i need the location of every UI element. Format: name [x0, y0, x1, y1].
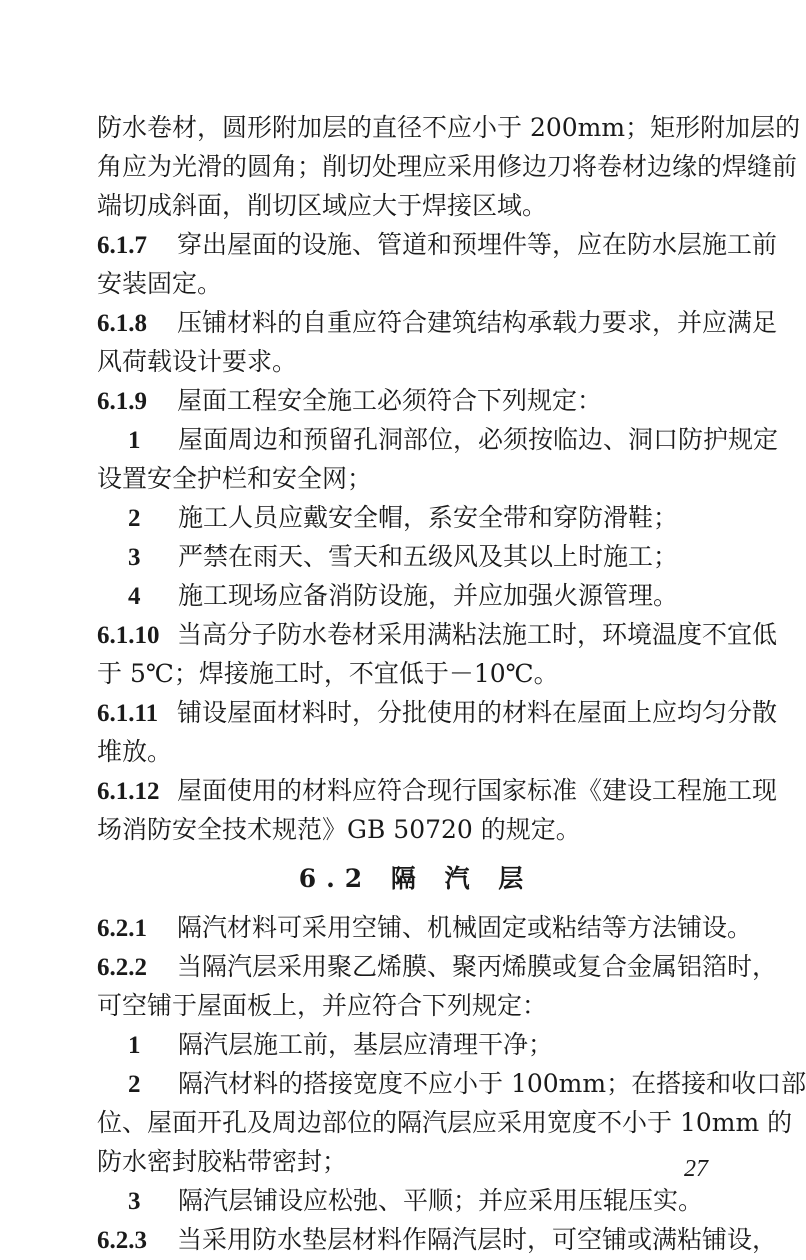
text-line	[97, 654, 735, 693]
item-line	[97, 498, 735, 537]
item-number: 2	[128, 1071, 141, 1098]
item-line	[97, 537, 735, 576]
line-text: 角应为光滑的圆角；削切处理应采用修边刀将卷材边缘的焊缝前	[97, 152, 798, 181]
text-line	[97, 986, 735, 1025]
line-text: 隔汽材料可采用空铺、机械固定或粘结等方法铺设。	[177, 913, 753, 942]
item-line	[97, 1025, 735, 1064]
clause-number: 6.2.3	[97, 1227, 147, 1254]
clause-number: 6.1.11	[97, 700, 159, 727]
text-line	[97, 459, 735, 498]
line-text: 施工现场应备消防设施，并应加强火源管理。	[178, 581, 679, 610]
line-text: 隔汽层铺设应松弛、平顺；并应采用压辊压实。	[178, 1186, 704, 1215]
text-line	[97, 264, 735, 303]
line-text: 隔汽层施工前，基层应清理干净；	[178, 1030, 554, 1059]
clause-line	[97, 225, 778, 264]
clause-number: 6.2.1	[97, 915, 147, 942]
clause-line	[97, 771, 778, 810]
clause-line	[97, 381, 735, 420]
clause-line	[97, 693, 778, 732]
text-line	[97, 342, 735, 381]
line-text: 施工人员应戴安全帽，系安全带和穿防滑鞋；	[178, 503, 679, 532]
line-text: 堆放。	[97, 737, 173, 766]
line-text: 屋面周边和预留孔洞部位，必须按临边、洞口防护规定	[178, 425, 779, 454]
text-line	[97, 108, 801, 147]
line-text: 于 5℃；焊接施工时，不宜低于－10℃。	[97, 659, 559, 688]
line-text: 端切成斜面，削切区域应大于焊接区域。	[97, 191, 548, 220]
line-text: 当隔汽层采用聚乙烯膜、聚丙烯膜或复合金属铝箔时，	[177, 952, 778, 981]
clause-line	[97, 303, 778, 342]
line-text: 屋面使用的材料应符合现行国家标准《建设工程施工现	[177, 776, 778, 805]
line-text: 防水密封胶粘带密封；	[97, 1147, 348, 1176]
line-text: 安装固定。	[97, 269, 223, 298]
clause-number: 6.1.8	[97, 310, 147, 337]
line-text: 可空铺于屋面板上，并应符合下列规定：	[97, 991, 548, 1020]
line-text: 屋面工程安全施工必须符合下列规定：	[177, 386, 603, 415]
line-text: 风荷载设计要求。	[97, 347, 298, 376]
line-text: 位、屋面开孔及周边部位的隔汽层应采用宽度不小于 10mm 的	[97, 1108, 793, 1137]
clause-line	[97, 908, 753, 947]
clause-number: 6.1.10	[97, 622, 160, 649]
clause-number: 6.2.2	[97, 954, 147, 981]
text-line	[97, 732, 735, 771]
item-number: 1	[128, 1032, 141, 1059]
line-text: 设置安全护栏和安全网；	[97, 464, 373, 493]
item-number: 2	[128, 505, 141, 532]
text-line	[97, 1103, 793, 1142]
text-line	[97, 147, 798, 186]
clause-line	[97, 615, 778, 654]
section-title: 6.2 隔 汽 层	[298, 864, 534, 893]
clause-number: 6.1.9	[97, 388, 147, 415]
item-line	[97, 1181, 735, 1220]
item-line	[97, 1064, 806, 1103]
page-number: 27	[684, 1156, 708, 1182]
line-text: 隔汽材料的搭接宽度不应小于 100mm；在搭接和收口部	[178, 1069, 806, 1098]
item-line	[97, 576, 735, 615]
line-text: 铺设屋面材料时，分批使用的材料在屋面上应均匀分散	[177, 698, 778, 727]
clause-number: 6.1.7	[97, 232, 147, 259]
line-text: 场消防安全技术规范》GB 50720 的规定。	[97, 815, 581, 844]
clause-line	[97, 947, 778, 986]
line-text: 防水卷材，圆形附加层的直径不应小于 200mm；矩形附加层的	[97, 113, 801, 142]
line-text: 压铺材料的自重应符合建筑结构承载力要求，并应满足	[177, 308, 778, 337]
clause-line	[97, 1220, 778, 1259]
line-text: 当采用防水垫层材料作隔汽层时，可空铺或满粘铺设，	[177, 1225, 778, 1254]
line-text: 当高分子防水卷材采用满粘法施工时，环境温度不宜低	[177, 620, 778, 649]
item-number: 1	[128, 427, 141, 454]
item-number: 3	[128, 544, 141, 571]
page-body	[97, 108, 806, 1259]
text-line	[97, 1142, 735, 1181]
text-line	[97, 186, 735, 225]
item-line	[97, 420, 779, 459]
line-text: 穿出屋面的设施、管道和预埋件等，应在防水层施工前	[177, 230, 778, 259]
line-text: 严禁在雨天、雪天和五级风及其以上时施工；	[178, 542, 679, 571]
item-number: 3	[128, 1188, 141, 1215]
text-line	[97, 810, 735, 849]
clause-number: 6.1.12	[97, 778, 160, 805]
item-number: 4	[128, 583, 141, 610]
